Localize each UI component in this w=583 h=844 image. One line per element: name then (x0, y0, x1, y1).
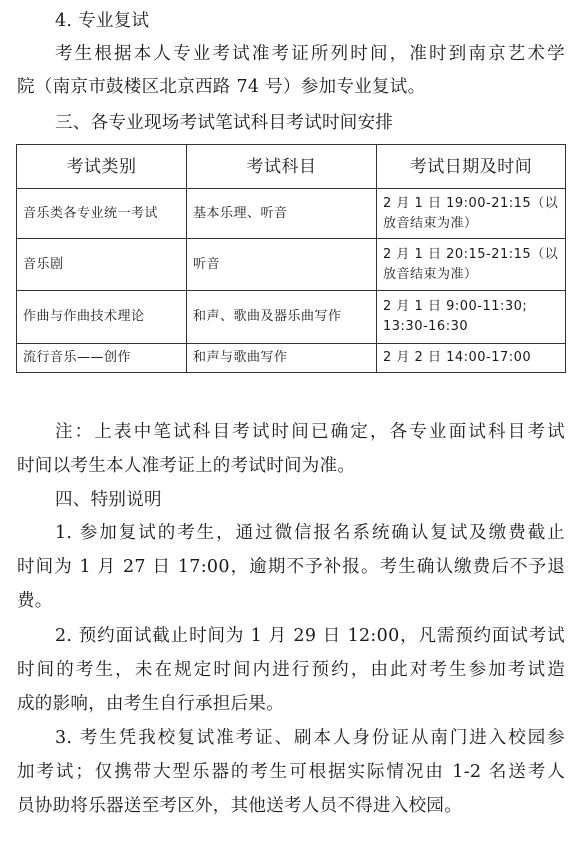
cell-date-time-line-2: 放音结束为准） (383, 215, 478, 231)
header-exam-category: 考试类别 (17, 145, 187, 189)
table-header-row (17, 145, 566, 189)
cell-date-time-line-1: 2 月 1 日 9:00-11:30; (383, 299, 528, 314)
section-4-paragraph-line-2: 院（南京市鼓楼区北京西路 74 号）参加专业复试。 (17, 77, 426, 97)
special-item-2-line-3: 成的影响，由考生自行承担后果。 (17, 694, 284, 714)
special-item-1-line-1: 1. 参加复试的考生，通过微信报名系统确认复试及缴费截止 (55, 523, 565, 543)
special-item-3-line-1: 3. 考生凭我校复试准考证、刷本人身份证从南门进入校园参 (55, 728, 565, 748)
section-special-heading: 四、特别说明 (55, 490, 162, 510)
table-row (17, 189, 566, 239)
table-row (17, 239, 566, 291)
cell-subject: 和声与歌曲写作 (187, 344, 377, 373)
cell-date-time-line-1: 2 月 2 日 14:00-17:00 (383, 350, 532, 365)
cell-date-time (377, 189, 566, 239)
table-row (17, 344, 566, 373)
cell-subject: 和声、歌曲及器乐曲写作 (187, 291, 377, 344)
note-line-2: 时间以考生本人准考证上的考试时间为准。 (17, 456, 356, 476)
special-item-2-line-2: 时间的考生，未在规定时间内进行预约，由此对考生参加考试造 (17, 660, 565, 680)
cell-date-time (377, 291, 566, 344)
exam-schedule-table (16, 144, 566, 373)
header-exam-date-time: 考试日期及时间 (377, 145, 566, 189)
cell-date-time-line-1: 2 月 1 日 19:00-21:15（以 (383, 195, 559, 211)
section-3-heading: 三、各专业现场考试笔试科目考试时间安排 (55, 113, 394, 133)
section-4-heading: 4. 专业复试 (55, 11, 150, 31)
cell-category: 流行音乐——创作 (17, 344, 187, 373)
header-exam-subject: 考试科目 (187, 145, 377, 189)
cell-date-time-line-2: 放音结束为准） (383, 266, 478, 282)
cell-date-time (377, 239, 566, 291)
cell-category: 音乐剧 (17, 239, 187, 291)
cell-date-time-line-1: 2 月 1 日 20:15-21:15（以 (383, 246, 559, 262)
special-item-3-line-2: 加考试；仅携带大型乐器的考生可根据实际情况由 1-2 名送考人 (17, 762, 565, 782)
cell-category: 作曲与作曲技术理论 (17, 291, 187, 344)
cell-subject: 听音 (187, 239, 377, 291)
cell-date-time-line-2: 13:30-16:30 (383, 319, 469, 334)
cell-category: 音乐类各专业统一考试 (17, 189, 187, 239)
special-item-1-line-3: 费。 (17, 591, 53, 611)
cell-date-time (377, 344, 566, 373)
note-line-1: 注：上表中笔试科目考试时间已确定，各专业面试科目考试 (55, 422, 565, 442)
special-item-1-line-2: 时间为 1 月 27 日 17:00，逾期不予补报。考生确认缴费后不予退 (17, 557, 565, 577)
special-item-3-line-3: 员协助将乐器送至考区外，其他送考人员不得进入校园。 (17, 796, 462, 816)
table-row (17, 291, 566, 344)
cell-subject: 基本乐理、听音 (187, 189, 377, 239)
section-4-paragraph-line-1: 考生根据本人专业考试准考证所列时间，准时到南京艺术学 (55, 44, 565, 64)
special-item-2-line-1: 2. 预约面试截止时间为 1 月 29 日 12:00，凡需预约面试考试 (55, 626, 565, 646)
